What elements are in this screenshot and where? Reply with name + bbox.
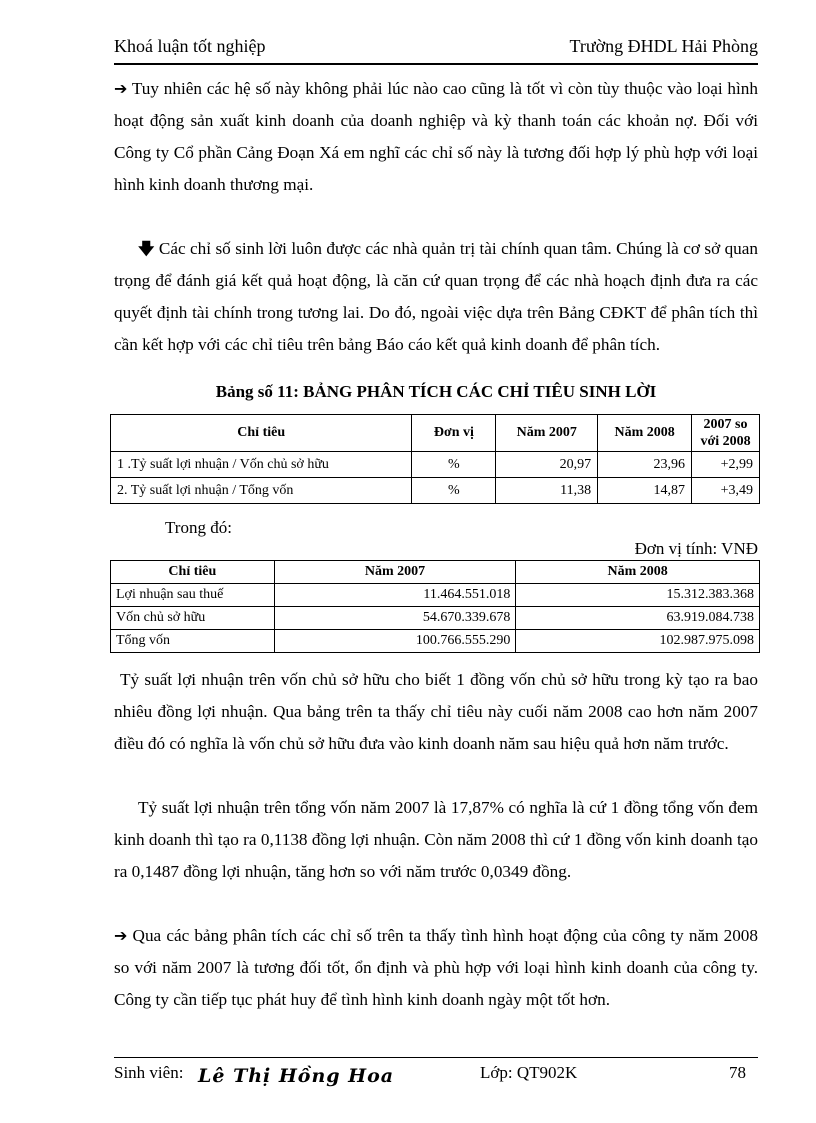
table-cell: 11.464.551.018 (274, 584, 516, 607)
table-cell: +3,49 (692, 478, 760, 504)
header-left: Khoá luận tốt nghiệp (114, 36, 266, 56)
table-cell: 2. Tỷ suất lợi nhuận / Tổng vốn (111, 478, 412, 504)
table-cell: 100.766.555.290 (274, 630, 516, 653)
table-cell: 23,96 (598, 452, 692, 478)
table-cell: 63.919.084.738 (516, 607, 760, 630)
table-1-title: Bảng số 11: BẢNG PHÂN TÍCH CÁC CHỈ TIÊU SINH LỜI (215, 382, 657, 401)
profitability-table (110, 414, 760, 504)
arrow-down-icon: 🡇 (138, 239, 155, 258)
paragraph-3 (114, 664, 758, 760)
table-header-cell: Năm 2007 (274, 561, 516, 584)
paragraph-5-text: Qua các bảng phân tích các chỉ số trên ta thấy tình hình hoạt động của công ty năm 2008 so với năm 2007 là tương đối tốt, ổn định và phù hợp với loại hình kinh doanh của công ty. Công ty cần tiếp tục phát huy để tình hình kinh doanh ngày một tốt hơn. (114, 926, 758, 1009)
table-header-row (111, 561, 760, 584)
table-cell: Tổng vốn (111, 630, 275, 653)
detail-table (110, 560, 760, 653)
table-cell: % (412, 452, 496, 478)
table-header-cell: Chỉ tiêu (111, 561, 275, 584)
table-cell: 14,87 (598, 478, 692, 504)
table-header-cell: Năm 2008 (516, 561, 760, 584)
unit-label: Đơn vị tính: VNĐ (634, 539, 758, 558)
table-header-cell: 2007 so với 2008 (692, 415, 760, 452)
table-header-cell: Chỉ tiêu (111, 415, 412, 452)
table-header-cell: Năm 2007 (496, 415, 598, 452)
trong-do-label: Trong đó: (165, 518, 232, 537)
student-label: Sinh viên: (114, 1063, 184, 1082)
table-row (111, 607, 760, 630)
arrow-right-icon: ➔ (114, 79, 128, 98)
table-cell: 102.987.975.098 (516, 630, 760, 653)
table-cell: 15.312.383.368 (516, 584, 760, 607)
paragraph-1-text: Tuy nhiên các hệ số này không phải lúc nào cao cũng là tốt vì còn tùy thuộc vào loại hình hoạt động sản xuất kinh doanh của doanh nghiệp và kỳ thanh toán các khoản nợ. Đối với Công ty Cổ phần Cảng Đoạn Xá em nghĩ các chỉ số này là tương đối hợp lý phù hợp với loại hình kinh doanh thương mại. (114, 79, 758, 194)
arrow-right-icon: ➔ (114, 926, 128, 945)
table-row (111, 478, 760, 504)
table-cell: 54.670.339.678 (274, 607, 516, 630)
table-header-row (111, 415, 760, 452)
paragraph-2 (114, 233, 758, 361)
page-number: 78 (729, 1063, 746, 1082)
footer-divider (114, 1057, 758, 1058)
class-label: Lớp: QT902K (480, 1063, 578, 1082)
table-cell: Vốn chủ sở hữu (111, 607, 275, 630)
table-cell: +2,99 (692, 452, 760, 478)
table-cell: % (412, 478, 496, 504)
header-divider (114, 63, 758, 65)
table-row (111, 452, 760, 478)
table-header-cell: Năm 2008 (598, 415, 692, 452)
student-name: Lê Thị Hồng Hoa (198, 1065, 395, 1087)
paragraph-4: Tỷ suất lợi nhuận trên tổng vốn năm 2007 là 17,87% có nghĩa là cứ 1 đồng tổng vốn đem kinh doanh thì tạo ra 0,1138 đồng lợi nhuận. Còn năm 2008 thì cứ 1 đồng vốn kinh doanh tạo ra 0,1487 đồng lợi nhuận, tăng hơn so với năm trước 0,0349 đồng. (114, 798, 758, 881)
table-cell: 11,38 (496, 478, 598, 504)
table-cell: Lợi nhuận sau thuế (111, 584, 275, 607)
table-header-cell: Đơn vị (412, 415, 496, 452)
paragraph-2-text: Các chỉ số sinh lời luôn được các nhà quản trị tài chính quan tâm. Chúng là cơ sở quan trọng để đánh giá kết quả hoạt động, là căn cứ quan trọng để các nhà hoạch định đưa ra các quyết định tài chính trong tương lai. Do đó, ngoài việc dựa trên Bảng CĐKT để phân tích thì cần kết hợp với các chỉ tiêu trên bảng Báo cáo kết quả kinh doanh để phân tích. (114, 239, 758, 354)
header-right: Trường ĐHDL Hải Phòng (569, 36, 758, 56)
paragraph-5 (114, 920, 758, 1016)
table-cell: 20,97 (496, 452, 598, 478)
table-row (111, 630, 760, 653)
table-cell: 1 .Tỷ suất lợi nhuận / Vốn chủ sở hữu (111, 452, 412, 478)
table-row (111, 584, 760, 607)
paragraph-1 (114, 73, 758, 201)
paragraph-3-text: Tỷ suất lợi nhuận trên vốn chủ sở hữu cho biết 1 đồng vốn chủ sở hữu trong kỳ tạo ra bao nhiêu đồng lợi nhuận. Qua bảng trên ta thấy chỉ tiêu này cuối năm 2008 cao hơn năm 2007 điều đó có nghĩa là vốn chủ sở hữu đưa vào kinh doanh năm sau hiệu quả hơn năm trước. (114, 670, 758, 753)
